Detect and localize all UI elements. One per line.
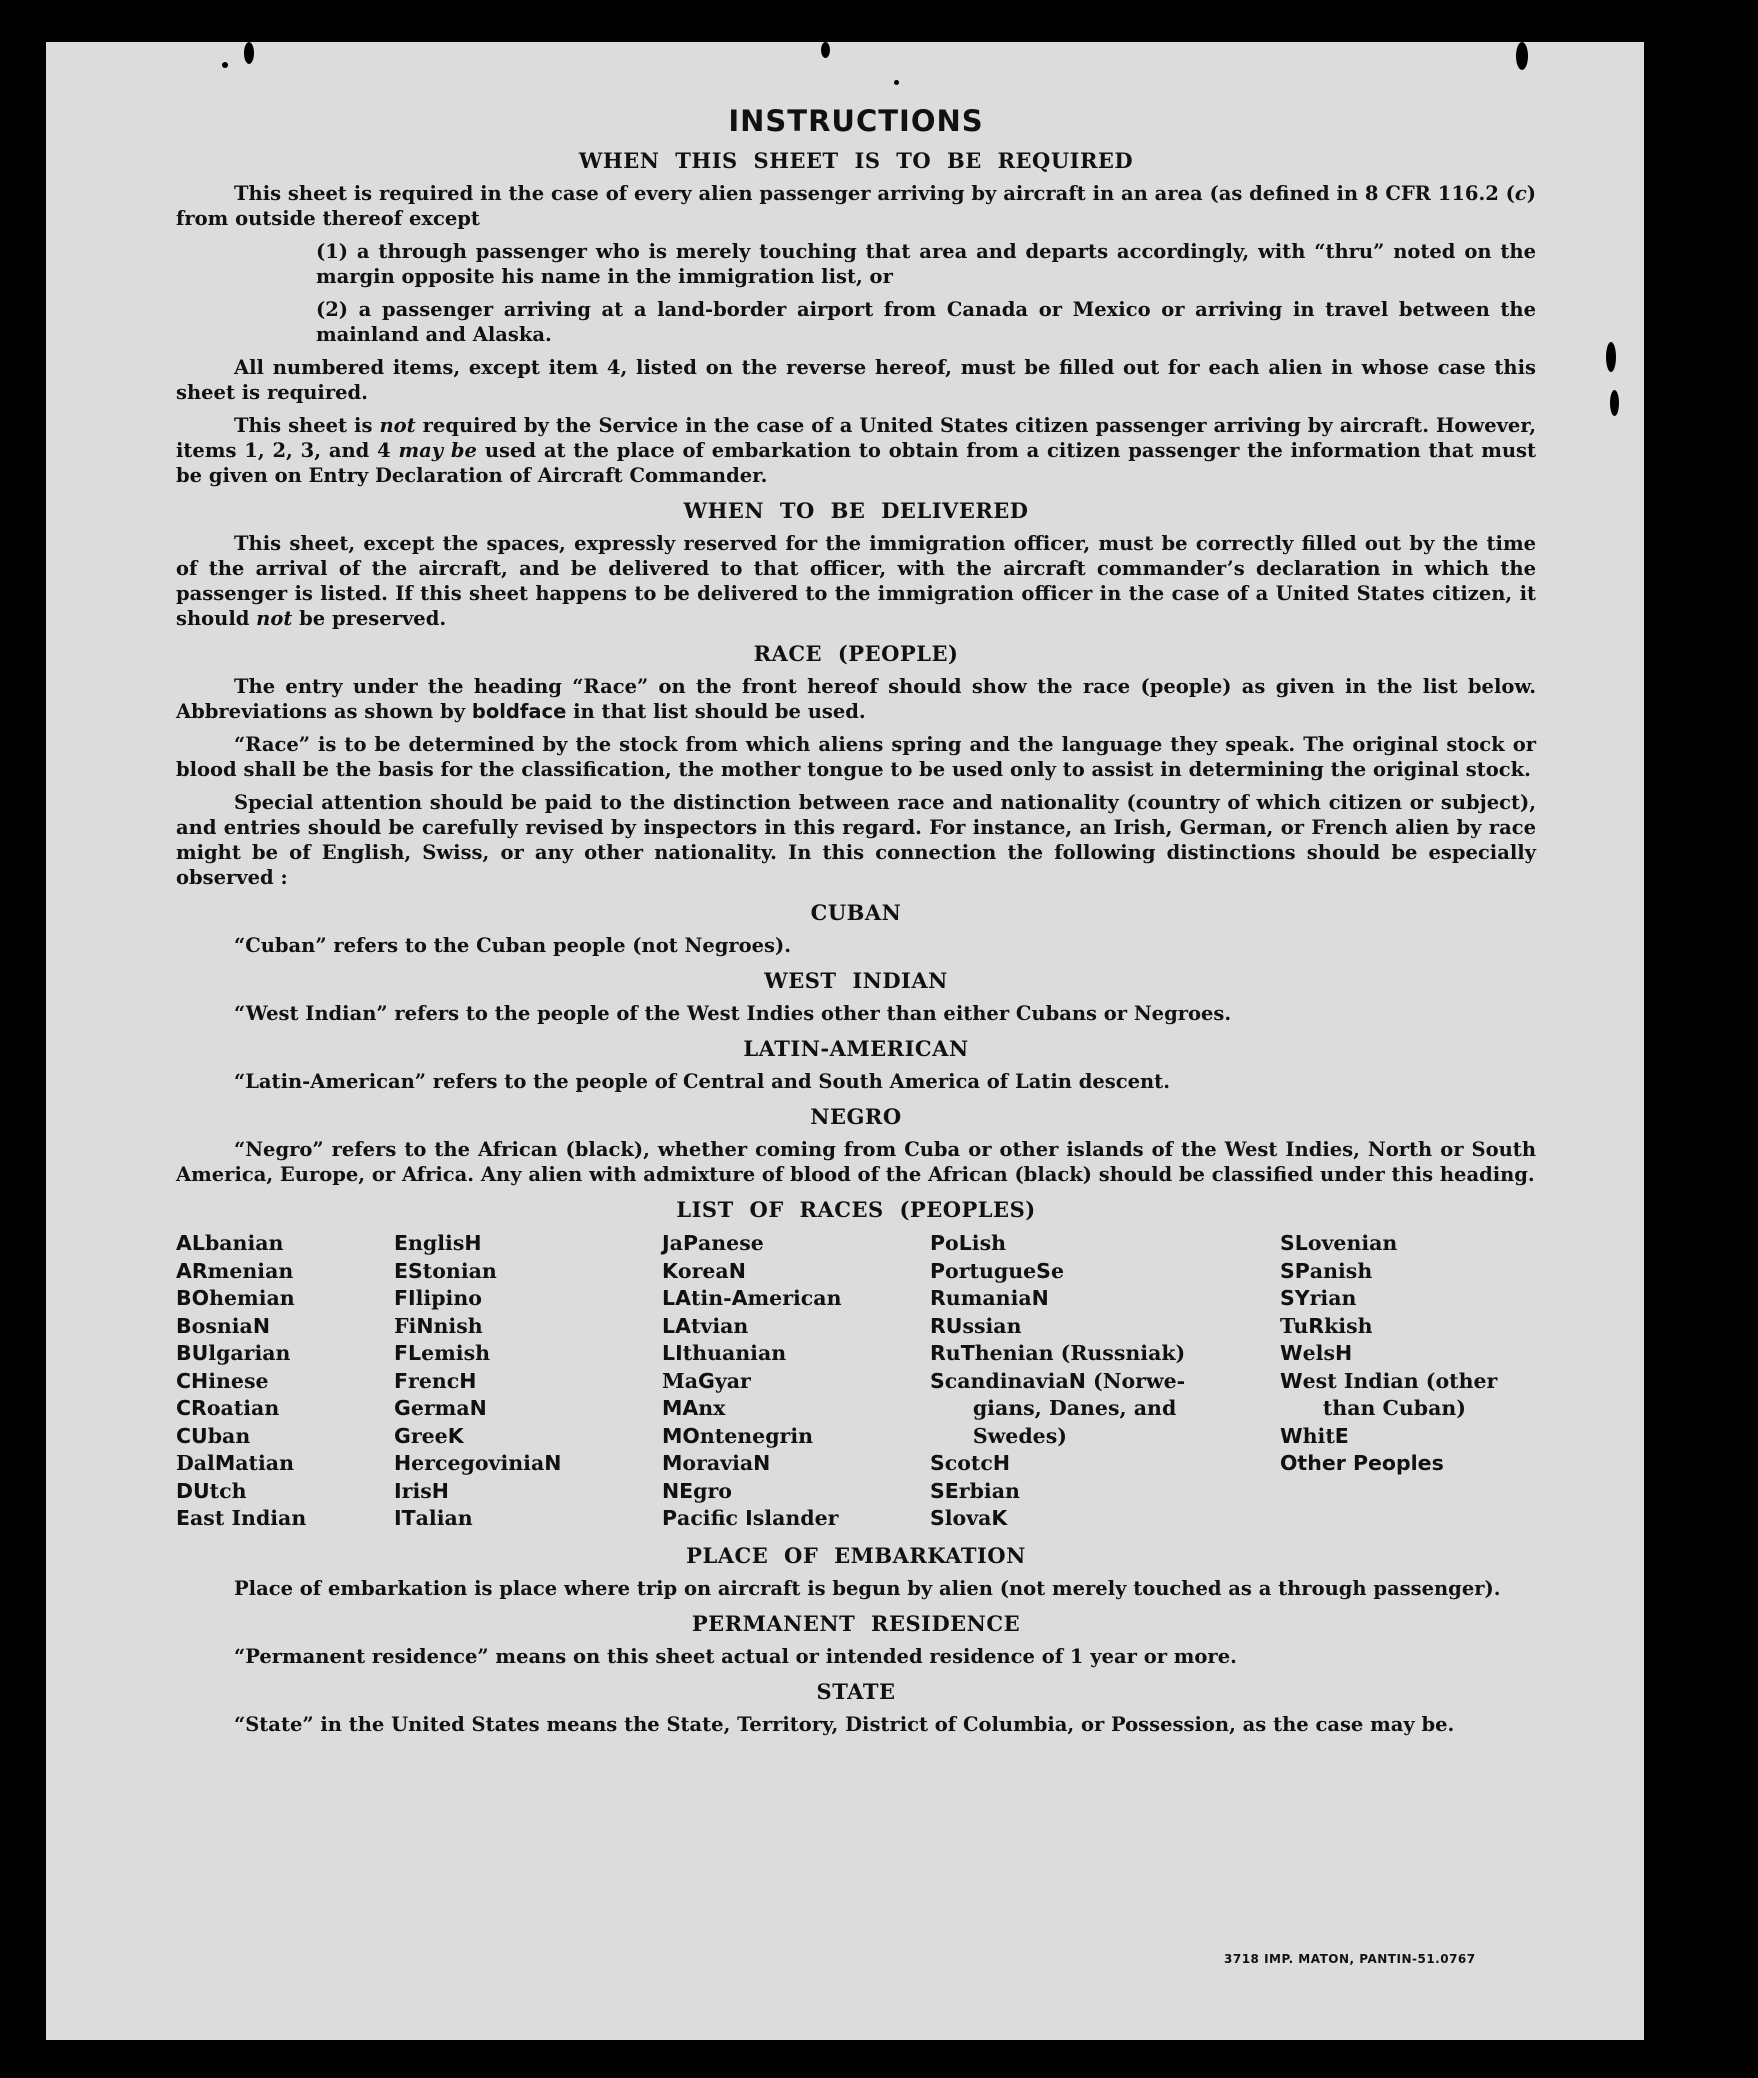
race-entry (930, 1368, 1280, 1396)
race-column-1 (176, 1230, 394, 1533)
race-text: candinavia (944, 1368, 1069, 1393)
race-text: ban (207, 1423, 251, 1448)
race-entry (930, 1340, 1280, 1368)
race-abbreviation: R (930, 1341, 946, 1365)
race-abbreviation: H (992, 1451, 1011, 1475)
race-text: atian (235, 1451, 294, 1475)
race-text: nx (698, 1396, 726, 1420)
race-entry (394, 1313, 662, 1341)
race-entry (394, 1340, 662, 1368)
race-entry (394, 1423, 662, 1451)
race-entry (1280, 1450, 1530, 1478)
race-abbreviation: B (176, 1313, 192, 1338)
race-text: ssian (962, 1313, 1022, 1338)
race-abbreviation: LI (662, 1341, 683, 1365)
race-text: inese (208, 1368, 269, 1393)
race-text: emish (421, 1341, 491, 1365)
race-abbreviation: H (464, 1231, 482, 1255)
race-text: renc (408, 1368, 460, 1393)
race-text: rbian (958, 1478, 1020, 1503)
paragraph: “Negro” refers to the African (black), whether coming from Cuba or other islands of the West Indies, North or South America, Europe, or Africa. Any alien with admixture of blood of the African (black) should be classified under this heading. (176, 1138, 1536, 1186)
race-entry (394, 1258, 662, 1286)
race-text: nish (433, 1313, 483, 1338)
race-abbreviation: NE (662, 1478, 694, 1503)
section-heading-list-of-races: LIST OF RACES (PEOPLES) (676, 1197, 1036, 1222)
race-abbreviation: S (930, 1451, 945, 1475)
paragraph: All numbered items, except item 4, listed on the reverse hereof, must be filled out for each alien in whose case this sheet is required. (176, 356, 1536, 404)
race-text: thuanian (682, 1341, 787, 1365)
race-entry (930, 1505, 1280, 1533)
race-entry (176, 1340, 394, 1368)
race-abbreviation: SL (1280, 1231, 1308, 1255)
race-text: oatian (206, 1396, 280, 1420)
race-abbreviation: L (958, 1231, 972, 1255)
race-abbreviation: DU (176, 1478, 210, 1503)
race-entry (176, 1285, 394, 1313)
race-text: ish (971, 1231, 1007, 1255)
race-abbreviation: CH (176, 1368, 209, 1393)
race-text: tch (209, 1478, 247, 1503)
race-abbreviation: K (662, 1258, 678, 1283)
race-abbreviation: P (662, 1506, 678, 1530)
race-abbreviation: K (447, 1423, 464, 1448)
race-text: acific (677, 1506, 746, 1530)
race-abbreviation: LA (662, 1313, 691, 1338)
section-heading-when-required: WHEN THIS SHEET IS TO BE REQUIRED (578, 148, 1134, 173)
race-abbreviation: RU (930, 1313, 963, 1338)
paragraph: “Cuban” refers to the Cuban people (not Negroes). (234, 934, 792, 957)
race-text: than Cuban) (1280, 1396, 1466, 1420)
race-entry (1280, 1313, 1530, 1341)
race-text: cotc (944, 1451, 993, 1475)
race-entry (176, 1478, 394, 1506)
race-abbreviation: N (1068, 1368, 1086, 1393)
race-abbreviation: M (662, 1451, 683, 1475)
race-text: merican (747, 1286, 842, 1310)
section-heading-embarkation: PLACE OF EMBARKATION (686, 1542, 1026, 1568)
race-column-4 (930, 1230, 1280, 1533)
race-entry (662, 1368, 930, 1396)
race-abbreviation: SY (1280, 1286, 1310, 1310)
exception-item-1: (1) a through passenger who is merely touching that area and departs accordingly, with “thru” noted on the margin opposite his name in the immigration list, or (316, 240, 1536, 288)
race-entry (176, 1505, 394, 1533)
race-text: oravia (682, 1451, 754, 1475)
race-text: tin- (690, 1286, 732, 1310)
race-abbreviation: FL (394, 1341, 422, 1365)
race-text: e (1050, 1258, 1064, 1283)
race-entry (176, 1423, 394, 1451)
race-text: alian (415, 1506, 473, 1530)
race-abbreviation: A (731, 1286, 748, 1310)
paragraph: “Permanent residence” means on this sheet actual or intended residence of 1 year or more. (234, 1644, 1237, 1668)
race-abbreviation: R (930, 1286, 946, 1310)
race-text: est Indian (other (1302, 1368, 1498, 1393)
race-text: yar (714, 1368, 751, 1393)
section-heading-race: RACE (PEOPLE) (753, 641, 959, 666)
race-entry (176, 1258, 394, 1286)
race-text: o (945, 1231, 959, 1255)
race-text: ovenian (1307, 1231, 1398, 1255)
race-abbreviation: CU (176, 1423, 208, 1448)
race-text: Ma (662, 1368, 698, 1393)
paragraph: Place of embarkation is place where trip on aircraft is begun by alien (not merely touched as a through passenger). (234, 1576, 1501, 1600)
paragraph: Special attention should be paid to the distinction between race and nationality (country of which citizen or subject), and entries should be carefully revised by inspectors in this regard. For instance, an Irish, German, or French alien by race might be of English, Swiss, or any other nationality. In this connection the following distinctions should be especially observed : (176, 791, 1536, 889)
race-entry (930, 1258, 1280, 1286)
race-abbreviation: N (416, 1313, 434, 1338)
race-abbreviation: N (252, 1313, 271, 1338)
race-entry (662, 1395, 930, 1423)
race-abbreviation: IT (394, 1506, 416, 1530)
race-text: ree (410, 1423, 448, 1448)
race-entry (662, 1340, 930, 1368)
race-entry (662, 1258, 930, 1286)
race-abbreviation: S (930, 1506, 945, 1530)
section-heading-latin-american: LATIN-AMERICAN (743, 1036, 969, 1061)
race-abbreviation: N (728, 1258, 746, 1283)
race-entry (662, 1478, 930, 1506)
race-text: lgarian (208, 1341, 291, 1365)
section-heading-negro: NEGRO (810, 1104, 902, 1129)
race-text: hit (1302, 1423, 1335, 1448)
race-text: kish (1324, 1313, 1373, 1338)
race-text: u (945, 1341, 961, 1365)
race-abbreviation: BU (176, 1341, 209, 1365)
race-abbreviation: SP (1280, 1258, 1310, 1283)
race-text: nglis (408, 1231, 465, 1255)
race-entry (930, 1478, 1280, 1506)
race-text: tonian (422, 1258, 497, 1283)
race-abbreviation: ES (394, 1258, 423, 1283)
race-text: henian (Russniak) (974, 1341, 1186, 1365)
race-abbreviation: R (1308, 1313, 1325, 1338)
document-sheet (46, 42, 1644, 2040)
race-text: slander (752, 1506, 839, 1530)
race-abbreviation: LA (662, 1286, 691, 1310)
race-entry (394, 1368, 662, 1396)
race-abbreviation: P (930, 1258, 946, 1283)
race-abbreviation: H (431, 1478, 449, 1503)
race-text: banian (204, 1231, 284, 1255)
race-text: hemian (209, 1286, 295, 1310)
race-entry (176, 1450, 394, 1478)
paragraph: “Latin-American” refers to the people of Central and South America of Latin descent. (234, 1070, 1170, 1093)
race-column-5 (1280, 1230, 1530, 1533)
race-abbreviation: N (544, 1451, 562, 1475)
race-abbreviation: AR (176, 1258, 208, 1283)
page-title: INSTRUCTIONS (728, 104, 984, 138)
race-abbreviation: P (682, 1231, 698, 1255)
race-text: a (669, 1231, 683, 1255)
race-text: tvian (690, 1313, 749, 1338)
race-abbreviation: W (1280, 1423, 1303, 1448)
race-entry (930, 1230, 1280, 1258)
race-entry (930, 1450, 1280, 1478)
race-text: ntenegrin (699, 1423, 814, 1448)
race-abbreviation: G (394, 1396, 411, 1420)
race-entry (662, 1230, 930, 1258)
printer-imprint: 3718 IMP. MATON, PANTIN-51.0767 (1224, 1952, 1476, 1966)
race-text: anish (1309, 1258, 1373, 1283)
race-abbreviation: MA (662, 1396, 699, 1420)
race-entry (1280, 1285, 1530, 1313)
race-text: Dal (176, 1451, 215, 1475)
race-abbreviation: G (394, 1423, 411, 1448)
exception-item-2: (2) a passenger arriving at a land-border airport from Canada or Mexico or arriving in travel between the mainland and Alaska. (316, 298, 1536, 346)
race-abbreviation: SE (930, 1478, 959, 1503)
race-abbreviation: K (991, 1506, 1008, 1530)
race-text: erma (410, 1396, 470, 1420)
section-heading-permanent-residence: PERMANENT RESIDENCE (691, 1610, 1021, 1636)
race-entry (662, 1423, 930, 1451)
race-entry (394, 1450, 662, 1478)
section-heading-when-delivered: WHEN TO BE DELIVERED (683, 498, 1029, 523)
race-abbreviation: M (214, 1451, 236, 1475)
race-entry (1280, 1340, 1530, 1368)
paragraph: This sheet is required in the case of every alien passenger arriving by aircraft in an area (as defined in 8 CFR 116.2 (c) from outside thereof except (176, 182, 1536, 230)
race-entry (176, 1368, 394, 1396)
race-entry (1280, 1258, 1530, 1286)
race-entry (176, 1313, 394, 1341)
race-text: Swedes) (930, 1423, 1067, 1448)
paragraph: “Race” is to be determined by the stock from which aliens spring and the language they speak. The original stock or blood shall be the basis for the classification, the mother tongue to be used only to assist in determining the original stock. (176, 733, 1536, 781)
race-abbreviation: W (1280, 1341, 1303, 1365)
race-text: Fi (394, 1313, 417, 1338)
race-abbreviation: T (960, 1341, 975, 1365)
race-abbreviation: E (394, 1231, 409, 1255)
race-abbreviation: F (394, 1368, 409, 1393)
race-entry (930, 1285, 1280, 1313)
race-text: Tu (1280, 1313, 1309, 1338)
paragraph: The entry under the heading “Race” on the front hereof should show the race (people) as given in the list below. Abbreviations as shown by boldface in that list should be used. (176, 675, 1536, 723)
race-abbreviation: E (1334, 1423, 1349, 1448)
race-entry (1280, 1230, 1530, 1258)
race-abbreviation: H (459, 1368, 477, 1393)
race-abbreviation: Other Peoples (1280, 1451, 1444, 1475)
race-abbreviation: P (930, 1231, 946, 1255)
race-column-2 (394, 1230, 662, 1533)
race-abbreviation: N (1031, 1286, 1049, 1310)
race-entry (662, 1313, 930, 1341)
race-abbreviation: AL (176, 1231, 205, 1255)
race-text: lipino (415, 1286, 482, 1310)
race-entry (1280, 1368, 1530, 1396)
race-text: umania (945, 1286, 1032, 1310)
race-entry (394, 1478, 662, 1506)
race-text: (Norwe- (1085, 1368, 1186, 1393)
race-abbreviation: BO (176, 1286, 210, 1310)
race-abbreviation: FI (394, 1286, 416, 1310)
section-heading-state: STATE (816, 1678, 896, 1704)
race-text: ercegovinia (411, 1451, 545, 1475)
race-text: anese (697, 1231, 764, 1255)
race-abbreviation: N (469, 1396, 487, 1420)
race-entry (662, 1505, 930, 1533)
paragraph: This sheet, except the spaces, expressly reserved for the immigration officer, must be correctly filled out by the time of the arrival of the aircraft, and be delivered to that officer, with the aircraft commander’s declaration in which the passenger is listed. If this sheet happens to be delivered to the immigration officer in the case of a United States citizen, it should not be preserved. (176, 532, 1536, 630)
race-entry (1280, 1423, 1530, 1451)
race-entry (176, 1395, 394, 1423)
race-text: osnia (191, 1313, 253, 1338)
race-abbreviation: S (1036, 1258, 1051, 1283)
race-text: ris (401, 1478, 432, 1503)
instructions-content (176, 104, 1536, 1745)
race-list (176, 1230, 1536, 1533)
race-abbreviation: H (394, 1451, 412, 1475)
race-abbreviation: E (176, 1506, 191, 1530)
race-text: gro (693, 1478, 732, 1503)
race-text: rian (1309, 1286, 1357, 1310)
race-entry (930, 1313, 1280, 1341)
race-abbreviation: I (745, 1506, 753, 1530)
race-entry (930, 1395, 1280, 1423)
race-abbreviation: G (697, 1368, 715, 1393)
race-text: ast Indian (190, 1506, 307, 1530)
paragraph: “West Indian” refers to the people of the West Indies other than either Cubans or Negroes. (234, 1002, 1232, 1025)
race-abbreviation: I (394, 1478, 402, 1503)
paragraph: “State” in the United States means the State, Territory, District of Columbia, or Possession, as the case may be. (234, 1712, 1455, 1736)
race-abbreviation: S (930, 1368, 945, 1393)
race-abbreviation: MO (662, 1423, 700, 1448)
race-entry (394, 1285, 662, 1313)
race-entry (662, 1450, 930, 1478)
race-abbreviation: W (1280, 1368, 1303, 1393)
race-entry (394, 1505, 662, 1533)
race-entry (394, 1395, 662, 1423)
race-text: orea (677, 1258, 729, 1283)
race-abbreviation: H (1335, 1341, 1353, 1365)
race-text: ortugue (945, 1258, 1037, 1283)
race-entry (930, 1423, 1280, 1451)
race-text: lova (944, 1506, 992, 1530)
race-abbreviation: N (753, 1451, 771, 1475)
section-heading-cuban: CUBAN (810, 900, 902, 925)
race-text: els (1302, 1341, 1335, 1365)
race-entry (662, 1285, 930, 1313)
section-heading-west-indian: WEST INDIAN (764, 968, 948, 993)
race-entry (394, 1230, 662, 1258)
race-entry (1280, 1395, 1530, 1423)
race-entry (176, 1230, 394, 1258)
race-text: gians, Danes, and (930, 1396, 1177, 1420)
paragraph: This sheet is not required by the Service in the case of a United States citizen passenger arriving by aircraft. However, items 1, 2, 3, and 4 may be used at the place of embarkation to obtain from a citizen passenger the information that must be given on Entry Declaration of Aircraft Commander. (176, 414, 1536, 487)
race-abbreviation: J (662, 1231, 670, 1255)
race-text: menian (207, 1258, 294, 1283)
race-abbreviation: CR (176, 1396, 207, 1420)
race-column-3 (662, 1230, 930, 1533)
